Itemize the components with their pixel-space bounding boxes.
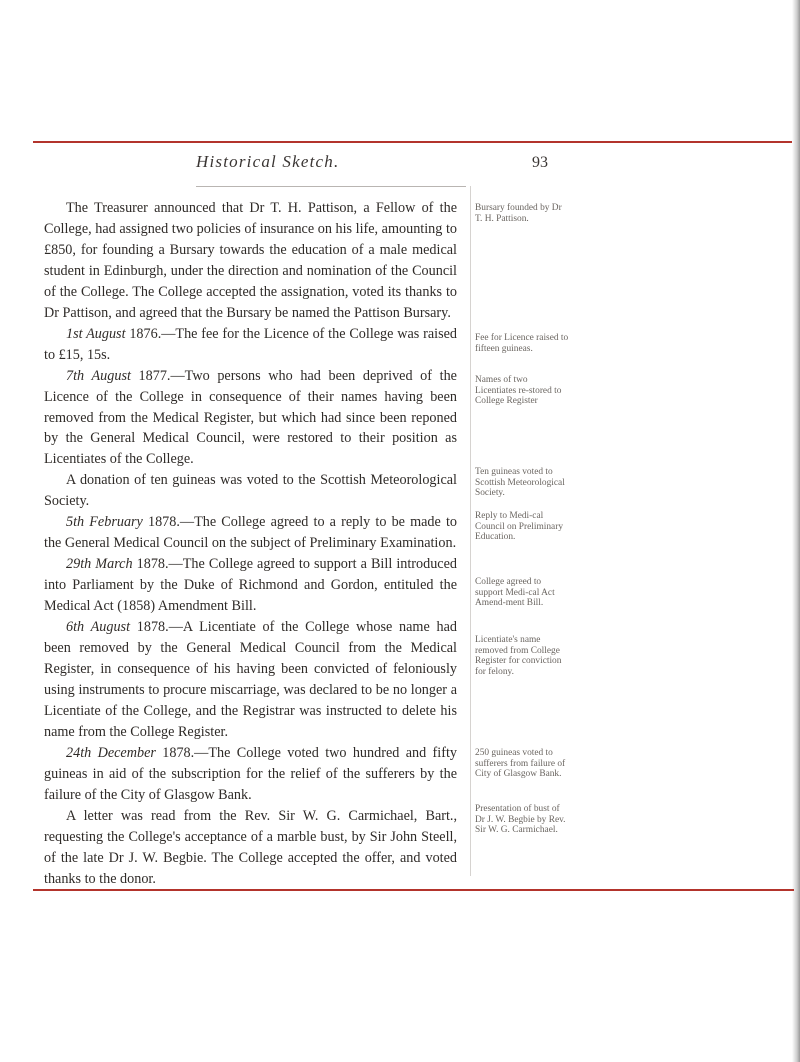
paragraph-text: The Treasurer announced that Dr T. H. Pattison, a Fellow of the College, had assigned two policies of insurance on his life, amounting to £850, for founding a Bursary towards the education of a male medical student in Edinburgh, under the direction and nomination of the Council of the College. The College accepted the assignation, voted its thanks to Dr Pattison, and agreed that the Bursary be named the Pattison Bursary.: [44, 200, 457, 321]
bottom-border-rule: [33, 889, 794, 891]
paragraph-date: 5th February: [66, 514, 143, 531]
paragraph-text: 1877.—Two persons who had been deprived of the Licence of the College in consequence of their names having been removed from the Medical Register, but which had since been reponed by the General Medical Council, were restored to their position as Licentiates of the College.: [44, 367, 457, 468]
paragraph: [44, 806, 457, 890]
paragraph-date: 24th December: [66, 744, 156, 761]
paragraph-text: A donation of ten guineas was voted to the Scottish Meteorological Society.: [44, 472, 457, 510]
paragraph: [44, 617, 457, 743]
paragraph-text: 1876.—The fee for the Licence of the College was raised to £15, 15s.: [44, 325, 457, 363]
sidenote: Fee for Licence raised to fifteen guineas.: [475, 333, 569, 354]
sidenote: 250 guineas voted to sufferers from failure of City of Glasgow Bank.: [475, 748, 566, 780]
main-text: [44, 198, 457, 889]
sidenote: Names of two Licentiates re-stored to College Register: [475, 375, 562, 407]
page-number: 93: [532, 154, 548, 171]
sidenote: Bursary founded by Dr T. H. Pattison.: [475, 203, 562, 224]
sidenote: Reply to Medi-cal Council on Preliminary Education.: [475, 511, 564, 543]
header-rule: [196, 186, 466, 187]
paragraph-text: 1878.—The College agreed to a reply to be made to the General Medical Council on the subject of Preliminary Examination.: [44, 514, 457, 552]
paragraph: [44, 324, 457, 366]
top-border-rule: [33, 141, 794, 143]
paragraph: [44, 198, 457, 324]
sidenote: Ten guineas voted to Scottish Meteorological Society.: [475, 467, 565, 499]
paragraph: [44, 554, 457, 617]
paragraph: [44, 366, 457, 471]
paragraph-date: 6th August: [66, 619, 131, 636]
paragraph-date: 29th March: [66, 556, 133, 573]
paragraph-text: A letter was read from the Rev. Sir W. G. Carmichael, Bart., requesting the College's acceptance of a marble bust, by Sir John Steell, of the late Dr J. W. Begbie. The College accepted the offer, and voted thanks to the donor.: [44, 807, 457, 887]
running-title: Historical Sketch.: [196, 152, 340, 171]
paragraph-text: 1878.—The College voted two hundred and fifty guineas in aid of the subscription for the relief of the sufferers by the failure of the City of Glasgow Bank.: [44, 744, 457, 803]
sidenote: College agreed to support Medi-cal Act Amend-ment Bill.: [475, 577, 555, 609]
margin-divider: [470, 186, 471, 876]
paragraph-text: 1878.—The College agreed to support a Bill introduced into Parliament by the Duke of Richmond and Gordon, entituled the Medical Act (1858) Amendment Bill.: [44, 556, 457, 615]
paragraph: [44, 743, 457, 806]
paragraph-date: 7th August: [66, 367, 131, 384]
sidenote: Presentation of bust of Dr J. W. Begbie by Rev. Sir W. G. Carmichael.: [475, 804, 566, 836]
page-header: [0, 150, 800, 180]
paragraph-date: 1st August: [66, 325, 126, 342]
paragraph: [44, 470, 457, 512]
paragraph: [44, 512, 457, 554]
sidenote: Licentiate's name removed from College Register for conviction for felony.: [475, 635, 562, 677]
paragraph-text: 1878.—A Licentiate of the College whose name had been removed by the General Medical Council from the Medical Register, in consequence of his having been convicted of feloniously using instruments to procure miscarriage, was declared to be no longer a Licentiate of the College, and the Registrar was instructed to delete his name from the College Register.: [44, 619, 457, 740]
